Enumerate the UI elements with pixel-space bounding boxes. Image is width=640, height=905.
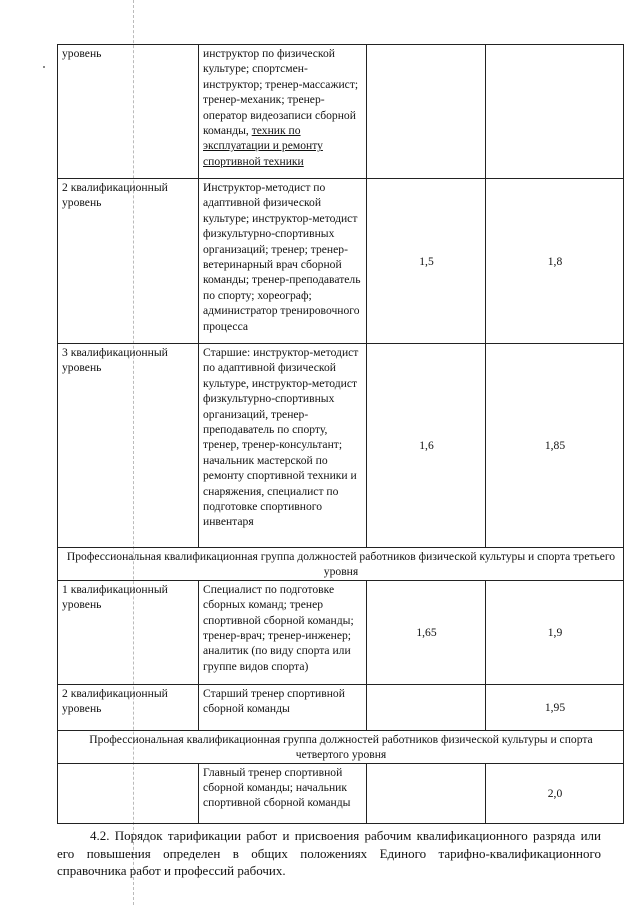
table-row — [58, 344, 624, 548]
level-cell — [58, 763, 199, 823]
positions-cell: Специалист по подготовке сборных команд; тренер спортивной сборной команды; тренер-врач; тренер-инженер; аналитик (по виду спорта или группе видов спорта) — [199, 580, 367, 684]
group-heading-cell: Профессиональная квалификационная группа должностей работников физической культуры и спорта третьего уровня — [58, 548, 624, 581]
table-row — [58, 580, 624, 684]
positions-cell — [199, 45, 367, 179]
level-cell: уровень — [58, 45, 199, 179]
coefficient-a-cell — [367, 45, 486, 179]
coefficient-b-cell: 1,95 — [486, 684, 624, 730]
coefficient-a-cell: 1,5 — [367, 179, 486, 344]
level-cell: 2 квалификационный уровень — [58, 684, 199, 730]
coefficient-a-cell — [367, 763, 486, 823]
positions-text: инструктор по физической культуре; спортсмен-инструктор; тренер-массажист; тренер-механик; тренер-оператор видеозаписи сборной команды, — [203, 47, 359, 138]
coefficient-b-cell: 1,8 — [486, 179, 624, 344]
table-row — [58, 763, 624, 823]
positions-cell: Старший тренер спортивной сборной команды — [199, 684, 367, 730]
level-cell: 1 квалификационный уровень — [58, 580, 199, 684]
scan-speck — [43, 66, 45, 68]
coefficient-a-cell: 1,65 — [367, 580, 486, 684]
positions-cell: Инструктор-методист по адаптивной физической культуре; инструктор-методист физкультурно-спортивных организаций; тренер; тренер-ветеринарный врач сборной команды; тренер-преподаватель по спорту; хореограф; администратор тренировочного процесса — [199, 179, 367, 344]
positions-cell: Старшие: инструктор-методист по адаптивной физической культуре, инструктор-методист физкультурно-спортивных организаций, тренер-преподаватель по спорту, тренер, тренер-консультант; начальник мастерской по ремонту спортивной техники и снаряжения, специалист по подготовке спортивного инвентаря — [199, 344, 367, 548]
coefficient-a-cell: 1,6 — [367, 344, 486, 548]
coefficient-a-cell — [367, 684, 486, 730]
positions-cell: Главный тренер спортивной сборной команды; начальник спортивной сборной команды — [199, 763, 367, 823]
paragraph-4-2: 4.2. Порядок тарификации работ и присвоения рабочим квалификационного разряда или его повышения определен в общих положениях Единого тарифно-квалификационного справочника работ и профессий рабочих. — [57, 828, 601, 878]
coefficient-b-cell: 1,9 — [486, 580, 624, 684]
level-cell: 3 квалификационный уровень — [58, 344, 199, 548]
table-row — [58, 45, 624, 179]
coefficient-b-cell: 1,85 — [486, 344, 624, 548]
qualification-table — [57, 44, 624, 824]
table-row — [58, 548, 624, 581]
table-row — [58, 684, 624, 730]
coefficient-b-cell: 2,0 — [486, 763, 624, 823]
table-row — [58, 179, 624, 344]
group-heading-cell: Профессиональная квалификационная группа должностей работников физической культуры и спорта четвертого уровня — [58, 730, 624, 763]
table-row — [58, 730, 624, 763]
coefficient-b-cell — [486, 45, 624, 179]
level-cell: 2 квалификационный уровень — [58, 179, 199, 344]
positions-underlined-text: техник по эксплуатации и ремонту спортивной техники — [203, 124, 323, 168]
